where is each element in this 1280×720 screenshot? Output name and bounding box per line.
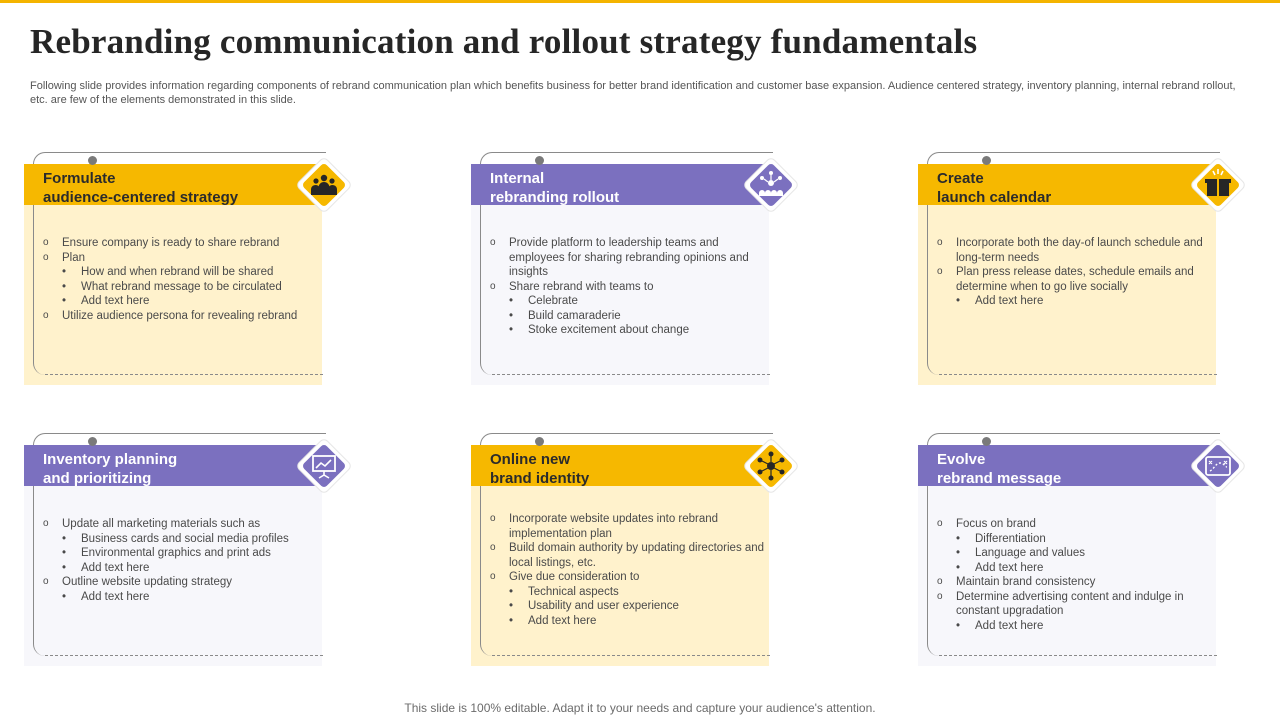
info-card: [24, 152, 354, 397]
team-network-icon: [742, 156, 800, 214]
bullet-item: o Plan press release dates, schedule emails and determine when to go live socially: [937, 265, 1222, 294]
bullet-item: • What rebrand message to be circulated: [43, 280, 328, 295]
info-card: [24, 433, 354, 678]
card-bullet-list: [490, 236, 775, 338]
bullet-item: o Incorporate website updates into rebrand implementation plan: [490, 512, 775, 541]
card-heading: Create launch calendar: [937, 170, 1052, 206]
card-heading: Evolve rebrand message: [937, 451, 1062, 487]
card-dashed-rule: [45, 655, 323, 656]
slide-title: Rebranding communication and rollout strategy fundamentals: [30, 22, 978, 61]
card-bullet-list: [43, 517, 328, 604]
bullet-item: • Celebrate: [490, 294, 775, 309]
bullet-item: • Add text here: [937, 619, 1222, 634]
bullet-item: • Language and values: [937, 546, 1222, 561]
bullet-item: • Business cards and social media profiles: [43, 532, 328, 547]
bullet-item: o Give due consideration to: [490, 570, 775, 585]
card-connector-dot: [982, 156, 991, 165]
bullet-item: o Build domain authority by updating directories and local listings, etc.: [490, 541, 775, 570]
card-dashed-rule: [939, 655, 1217, 656]
audience-group-icon: [295, 156, 353, 214]
card-connector-dot: [88, 156, 97, 165]
bullet-item: o Outline website updating strategy: [43, 575, 328, 590]
card-heading: Inventory planning and prioritizing: [43, 451, 178, 487]
bullet-item: • Build camaraderie: [490, 309, 775, 324]
card-dashed-rule: [939, 374, 1217, 375]
bullet-item: • Add text here: [490, 614, 775, 629]
strategy-map-icon: [1189, 437, 1247, 495]
launch-box-icon: [1189, 156, 1247, 214]
presentation-board-icon: [295, 437, 353, 495]
card-connector-dot: [88, 437, 97, 446]
info-card: [471, 152, 801, 397]
bullet-item: • Add text here: [937, 294, 1222, 309]
slide-footer: This slide is 100% editable. Adapt it to your needs and capture your audience's attention.: [404, 701, 876, 715]
slide-description: Following slide provides information regarding components of rebrand communication plan which benefits business for better brand identification and customer base expansion. Audience centered strategy, inventory planning, internal rebrand rollout, etc. are few of the elements demonstrated in this slide.: [30, 80, 1236, 106]
bullet-item: • Environmental graphics and print ads: [43, 546, 328, 561]
card-heading: Internal rebranding rollout: [490, 170, 620, 206]
top-accent-bar: [0, 0, 1280, 3]
bullet-item: o Ensure company is ready to share rebrand: [43, 236, 328, 251]
bullet-item: • How and when rebrand will be shared: [43, 265, 328, 280]
card-bullet-list: [937, 236, 1222, 309]
bullet-item: o Utilize audience persona for revealing rebrand: [43, 309, 328, 324]
bullet-item: o Incorporate both the day-of launch schedule and long-term needs: [937, 236, 1222, 265]
bullet-item: • Stoke excitement about change: [490, 323, 775, 338]
card-heading: Formulate audience-centered strategy: [43, 170, 239, 206]
card-heading: Online new brand identity: [490, 451, 590, 487]
card-dashed-rule: [492, 655, 770, 656]
card-connector-dot: [982, 437, 991, 446]
brand-network-icon: [742, 437, 800, 495]
bullet-item: • Usability and user experience: [490, 599, 775, 614]
card-connector-dot: [535, 437, 544, 446]
bullet-item: o Determine advertising content and indulge in constant upgradation: [937, 590, 1222, 619]
bullet-item: o Update all marketing materials such as: [43, 517, 328, 532]
info-card: [471, 433, 801, 678]
bullet-item: o Plan: [43, 251, 328, 266]
card-bullet-list: [43, 236, 328, 323]
bullet-item: • Add text here: [937, 561, 1222, 576]
bullet-item: • Add text here: [43, 590, 328, 605]
bullet-item: • Add text here: [43, 294, 328, 309]
card-dashed-rule: [492, 374, 770, 375]
bullet-item: o Focus on brand: [937, 517, 1222, 532]
bullet-item: o Maintain brand consistency: [937, 575, 1222, 590]
bullet-item: o Provide platform to leadership teams and employees for sharing rebranding opinions and insights: [490, 236, 775, 280]
card-connector-dot: [535, 156, 544, 165]
bullet-item: • Differentiation: [937, 532, 1222, 547]
info-card: [918, 433, 1248, 678]
card-dashed-rule: [45, 374, 323, 375]
bullet-item: o Share rebrand with teams to: [490, 280, 775, 295]
bullet-item: • Technical aspects: [490, 585, 775, 600]
card-bullet-list: [937, 517, 1222, 633]
info-card: [918, 152, 1248, 397]
card-bullet-list: [490, 512, 775, 628]
bullet-item: • Add text here: [43, 561, 328, 576]
